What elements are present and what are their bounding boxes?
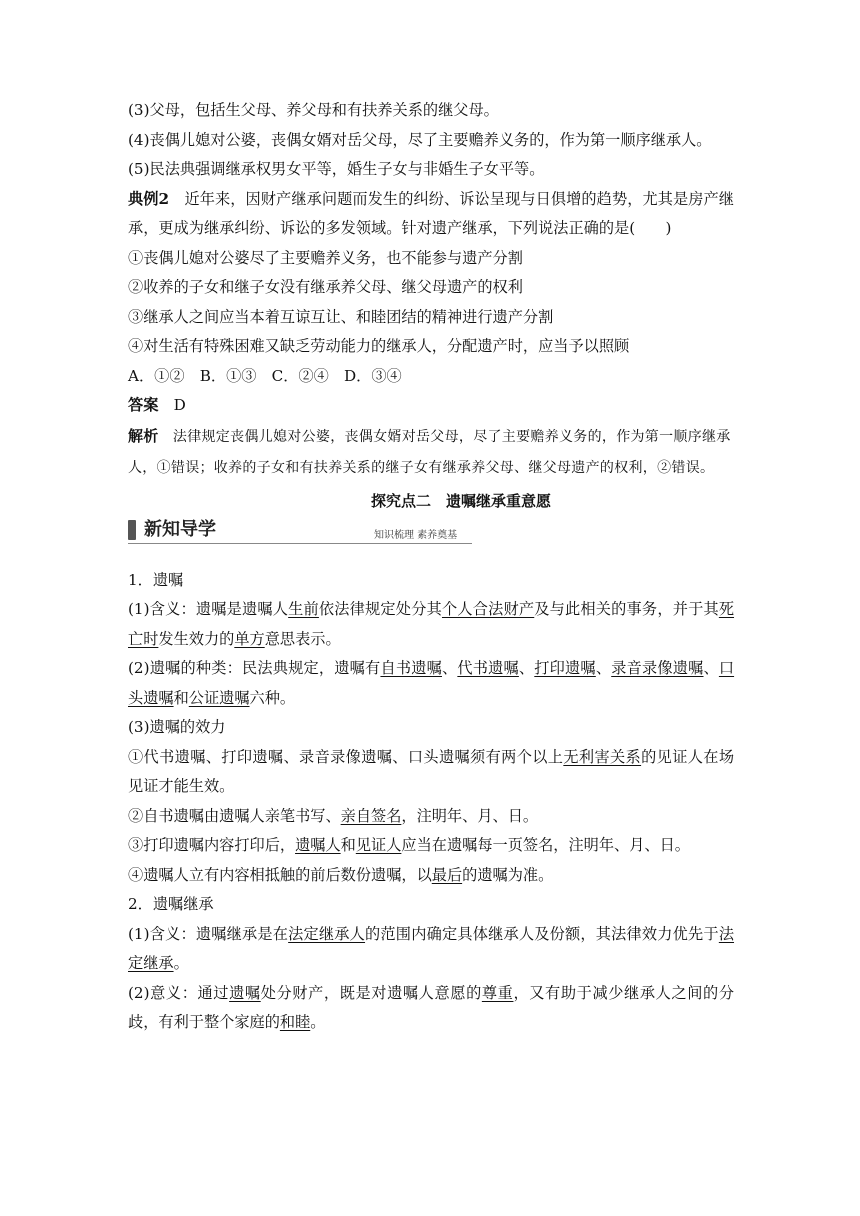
answer-value: D — [158, 396, 186, 414]
paragraph: (2)意义：通过遗嘱处分财产，既是对遗嘱人意愿的尊重，又有助于减少继承人之间的分歧，有利于整个家庭的和睦。 — [128, 983, 734, 1031]
paragraph: (1)含义：遗嘱是遗嘱人生前依法律规定处分其个人合法财产及与此相关的事务，并于其死亡时发生效力的单方意思表示。 — [128, 600, 735, 648]
paragraph: (2)遗嘱的种类：民法典规定，遗嘱有自书遗嘱、代书遗嘱、打印遗嘱、录音录像遗嘱、口头遗嘱和公证遗嘱六种。 — [128, 659, 735, 707]
text-line: (4)丧偶儿媳对公婆，丧偶女婿对岳父母，尽了主要赡养义务的，作为第一顺序继承人。 — [128, 130, 712, 149]
answer-options: A．①② B．①③ C．②④ D．③④ — [128, 366, 402, 385]
heading: 2．遗嘱继承 — [128, 895, 214, 913]
example-label: 典例2 — [128, 189, 170, 208]
example-question — [128, 185, 734, 244]
paragraph: ②自书遗嘱由遗嘱人亲笔书写、亲自签名，注明年、月、日。 — [128, 806, 539, 825]
banner-bar-icon — [128, 520, 136, 540]
banner-title: 新知导学 — [144, 518, 216, 540]
section-banner — [128, 516, 734, 546]
answer-label: 答案 — [128, 396, 159, 414]
paragraph: ①代书遗嘱、打印遗嘱、录音录像遗嘱、口头遗嘱须有两个以上无利害关系的见证人在场见证才能生效。 — [128, 747, 735, 795]
text-line: (3)父母，包括生父母、养父母和有扶养关系的继父母。 — [128, 101, 499, 119]
paragraph: ③打印遗嘱内容打印后，遗嘱人和见证人应当在遗嘱每一页签名，注明年、月、日。 — [128, 836, 690, 854]
banner-subtitle-rule — [368, 543, 468, 544]
paragraph: ④遗嘱人立有内容相抵触的前后数份遗嘱，以最后的遗嘱为准。 — [128, 865, 554, 884]
choice-item: ④对生活有特殊困难又缺乏劳动能力的继承人，分配遗产时，应当予以照顾 — [128, 337, 630, 355]
banner-subtitle: 知识梳理 素养奠基 — [374, 529, 458, 541]
choice-item: ③继承人之间应当本着互谅互让、和睦团结的精神进行遗产分割 — [128, 307, 554, 326]
heading: 1．遗嘱 — [128, 570, 184, 589]
choice-item: ①丧偶儿媳对公婆尽了主要赡养义务，也不能参与遗产分割 — [128, 248, 523, 267]
document-page — [128, 96, 734, 1038]
section-title: 探究点二 遗嘱继承重意愿 — [370, 491, 551, 510]
answer-line — [128, 391, 734, 421]
analysis-label: 解析 — [128, 426, 159, 445]
paragraph: (1)含义：遗嘱继承是在法定继承人的范围内确定具体继承人及份额，其法律效力优先于法定继承。 — [128, 924, 735, 972]
choice-item: ②收养的子女和继子女没有继承养父母、继父母遗产的权利 — [128, 278, 523, 296]
example-stem: 近年来，因财产继承问题而发生的纠纷、诉讼呈现与日俱增的趋势，尤其是房产继承，更成为继承纠纷、诉讼的多发领域。针对遗产继承，下列说法正确的是( ) — [128, 189, 734, 237]
analysis-text: 法律规定丧偶儿媳对公婆，丧偶女婿对岳父母，尽了主要赡养义务的，作为第一顺序继承人，①错误；收养的子女和有扶养关系的继子女有继承养父母、继父母遗产的权利，②错误。 — [128, 428, 731, 476]
analysis — [128, 421, 734, 484]
subheading: (3)遗嘱的效力 — [128, 718, 226, 736]
text-line: (5)民法典强调继承权男女平等，婚生子女与非婚生子女平等。 — [128, 160, 545, 178]
